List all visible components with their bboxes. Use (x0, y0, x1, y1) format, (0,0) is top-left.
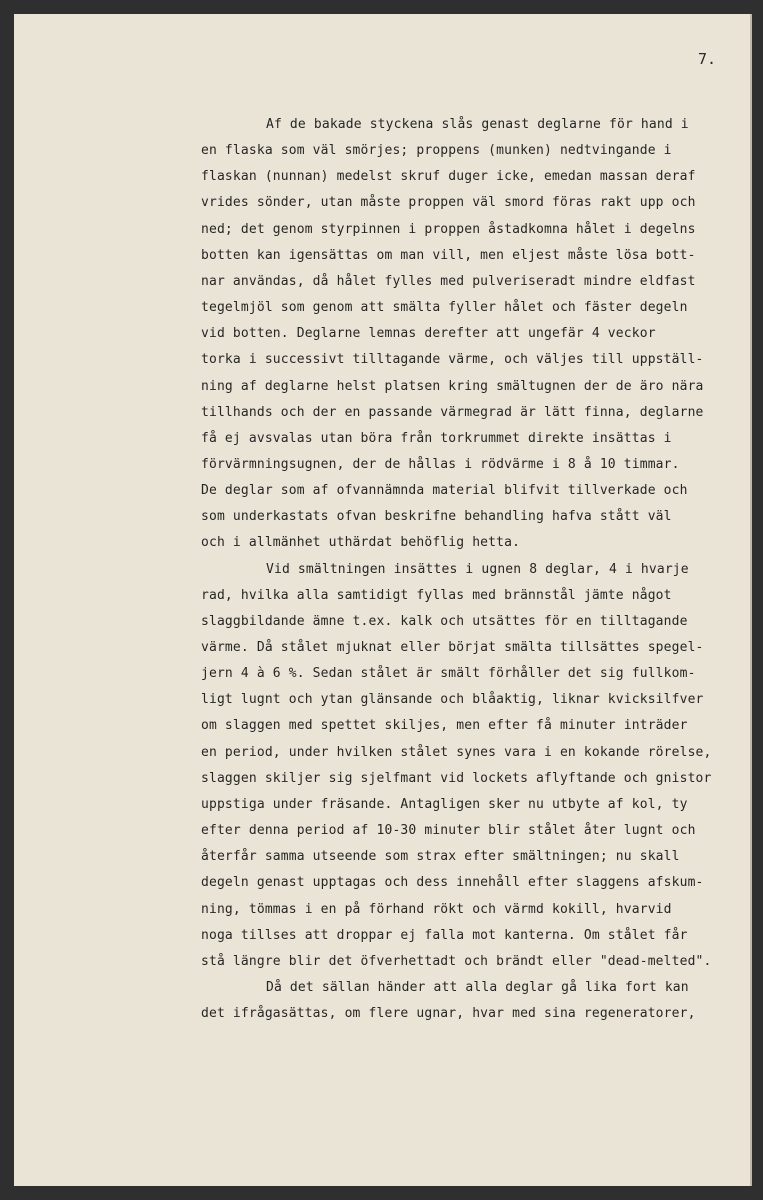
text-line: botten kan igensättas om man vill, men eljest måste lösa bott- (201, 247, 696, 263)
text-line: ning, tömmas i en på förhand rökt och värmd kokill, hvarvid (201, 901, 672, 917)
text-line: Vid smältningen insättes i ugnen 8 deglar, 4 i hvarje (266, 561, 689, 577)
text-line: slaggbildande ämne t.ex. kalk och utsättes för en tilltagande (201, 613, 688, 629)
text-line: nar användas, då hålet fylles med pulveriseradt mindre eldfast (201, 273, 696, 289)
text-line: torka i successivt tilltagande värme, och väljes till uppställ- (201, 352, 704, 368)
text-line: vrides sönder, utan måste proppen väl smord föras rakt upp och (201, 195, 696, 211)
text-line: De deglar som af ofvannämnda material blifvit tillverkade och (201, 483, 688, 499)
text-line: återfår samma utseende som strax efter smältningen; nu skall (201, 849, 680, 865)
text-line: ligt lugnt och ytan glänsande och blåaktig, liknar kvicksilfver (201, 692, 704, 708)
text-line: en period, under hvilken stålet synes vara i en kokande rörelse, (201, 744, 712, 760)
text-line: slaggen skiljer sig sjelfmant vid lockets aflyftande och gnistor (201, 770, 712, 786)
text-line: det ifrågasättas, om flere ugnar, hvar med sina regeneratorer, (201, 1006, 696, 1022)
text-line: ned; det genom styrpinnen i proppen åstadkomna hålet i degelns (201, 221, 696, 237)
text-line: jern 4 à 6 %. Sedan stålet är smält förhåller det sig fullkom- (201, 666, 696, 682)
text-line: uppstiga under fräsande. Antagligen sker nu utbyte af kol, ty (201, 796, 688, 812)
text-line: som underkastats ofvan beskrifne behandling hafva stått väl (201, 509, 672, 525)
text-line: Då det sällan händer att alla deglar gå lika fort kan (266, 979, 689, 995)
text-line: rad, hvilka alla samtidigt fyllas med brännstål jämte något (201, 587, 672, 603)
text-line: ning af deglarne helst platsen kring smältugnen der de äro nära (201, 378, 704, 394)
text-line: tillhands och der en passande värmegrad är lätt finna, deglarne (201, 404, 704, 420)
text-line: och i allmänhet uthärdat behöflig hetta. (201, 535, 521, 551)
text-line: värme. Då stålet mjuknat eller börjat smälta tillsättes spegel- (201, 640, 704, 655)
text-line: få ej avsvalas utan böra från torkrummet direkte insättas i (201, 430, 672, 446)
text-line: tegelmjöl som genom att smälta fyller hålet och fäster degeln (201, 300, 688, 316)
text-line: Af de bakade styckena slås genast deglarne för hand i (266, 117, 689, 132)
text-line: om slaggen med spettet skiljes, men efter få minuter inträder (201, 718, 688, 734)
page-number: 7. (698, 50, 717, 68)
document-page (14, 14, 752, 1186)
text-line: stå längre blir det öfverhettadt och brändt eller "dead-melted". (201, 953, 712, 969)
text-line: vid botten. Deglarne lemnas derefter att ungefär 4 veckor (201, 326, 656, 342)
text-line: en flaska som väl smörjes; proppens (munken) nedtvingande i (201, 143, 672, 159)
text-line: förvärmningsugnen, der de hållas i rödvärme i 8 å 10 timmar. (201, 456, 680, 472)
text-line: noga tillses att droppar ej falla mot kanterna. Om stålet får (201, 927, 688, 943)
text-line: efter denna period af 10-30 minuter blir stålet åter lugnt och (201, 823, 696, 839)
text-line: flaskan (nunnan) medelst skruf duger icke, emedan massan deraf (201, 169, 696, 185)
text-line: degeln genast upptagas och dess innehåll efter slaggens afskum- (201, 875, 704, 891)
